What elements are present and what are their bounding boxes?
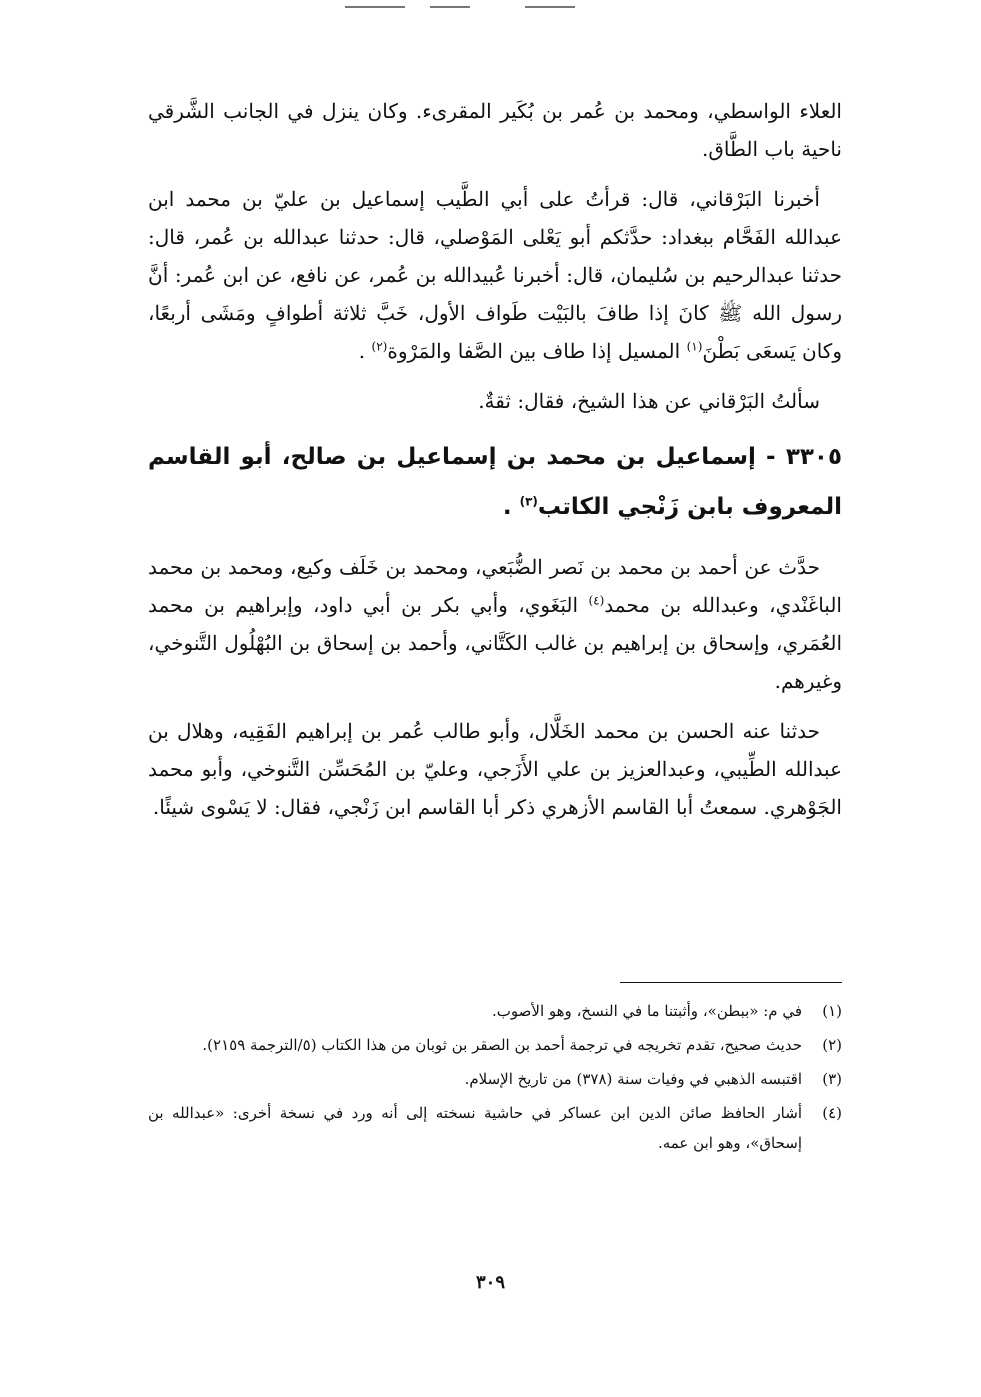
top-edge-mark <box>345 6 405 8</box>
paragraph-text: المسيل إذا طاف بين الصَّفا والمَرْوة <box>387 339 687 363</box>
footnote-item <box>148 1064 842 1094</box>
footnote-number: (٣) <box>822 1070 842 1088</box>
footnote-number: (٤) <box>822 1104 842 1122</box>
footnote-item <box>148 1098 842 1158</box>
footnote-text: اقتبسه الذهبي في وفيات سنة (٣٧٨) من تاريخ الإسلام. <box>464 1070 802 1088</box>
paragraph-4 <box>148 548 842 700</box>
footnote-item <box>148 1030 842 1060</box>
paragraph-text: حدَّث عن أحمد بن محمد بن نَصر الضُّبَعي، ومحمد بن خَلَف وكيع، ومحمد بن محمد الباغَنْدي، وعبدالله بن محمد <box>148 555 842 617</box>
paragraph-text: البَغَوي، وأبي بكر بن أبي داود، وإبراهيم بن محمد العُمَري، وإسحاق بن إبراهيم بن غالب الكَتَّاني، وأحمد بن إسحاق بن البُهْلُول التَّنوخي، وغيرهم. <box>148 593 842 693</box>
page-number: ٣٠٩ <box>475 1272 505 1293</box>
paragraph-text: حدثنا عنه الحسن بن محمد الخَلَّال، وأبو طالب عُمر بن إبراهيم الفَقِيه، وهلال بن عبدالله الطِّيبي، وعبدالعزيز بن علي الأَزَجي، وعليّ بن المُحَسِّن التَّنوخي، وأبو محمد الجَوْهري. سمعتُ أبا القاسم الأزهري ذكر أبا القاسم ابن زَنْجي، فقال: لا يَسْوى شيئًا. <box>148 719 842 819</box>
entry-heading <box>148 432 842 532</box>
footnotes <box>148 996 842 1162</box>
paragraph-text: سألتُ البَرْقاني عن هذا الشيخ، فقال: ثقةٌ. <box>478 389 820 413</box>
main-text <box>148 92 842 838</box>
paragraph-1 <box>148 92 842 168</box>
paragraph-3 <box>148 382 842 420</box>
footnote-ref[interactable]: (٣) <box>519 494 538 509</box>
footnote-ref[interactable]: (٤) <box>588 593 605 608</box>
paragraph-2 <box>148 180 842 370</box>
footnote-text: أشار الحافظ صائن الدين ابن عساكر في حاشية نسخته إلى أنه ورد في نسخة أخرى: «عبدالله بن إسحاق»، وهو ابن عمه. <box>148 1104 802 1152</box>
footnote-ref[interactable]: (٢) <box>371 339 388 354</box>
paragraph-5 <box>148 712 842 826</box>
entry-number: ٣٣٠٥ <box>785 444 842 470</box>
paragraph-text: أخبرنا البَرْقاني، قال: قرأتُ على أبي الطَّيب إسماعيل بن عليّ بن محمد ابن عبدالله الفَحَّام ببغداد: حدَّثكم أبو يَعْلى المَوْصلي، قال: حدثنا عبدالله بن عُمر، قال: حدثنا عبدالرحيم بن سُليمان، قال: أخبرنا عُبيدالله بن عُمر، عن نافع، عن ابن عُمر: أنَّ رسول الله ﷺ كانَ إذا طافَ بالبَيْت طَواف الأول، خَبَّ ثلاثة أطوافٍ ومَشَى أربعًا، وكان يَسعَى بَطْنَ <box>148 187 842 363</box>
entry-title-tail: . <box>502 494 520 520</box>
entry-title: - إسماعيل بن محمد بن إسماعيل بن صالح، أبو القاسم المعروف بابن زَنْجي الكاتب <box>148 444 842 520</box>
footnote-text: حديث صحيح، تقدم تخريجه في ترجمة أحمد بن الصقر بن ثوبان من هذا الكتاب (٥/الترجمة ٢١٥٩). <box>202 1036 802 1054</box>
footnote-number: (١) <box>822 1002 842 1020</box>
footnote-text: في م: «ببطن»، وأثبتنا ما في النسخ، وهو الأصوب. <box>492 1002 802 1020</box>
paragraph-text: العلاء الواسطي، ومحمد بن عُمر بن بُكَير المقرىء. وكان ينزل في الجانب الشَّرقي ناحية باب الطَّاق. <box>148 99 842 161</box>
paragraph-text: . <box>358 339 372 363</box>
top-edge-mark <box>430 6 470 8</box>
footnote-divider <box>620 982 842 983</box>
footnote-item <box>148 996 842 1026</box>
footnote-ref[interactable]: (١) <box>686 339 703 354</box>
footnote-number: (٢) <box>822 1036 842 1054</box>
top-edge-mark <box>525 6 575 8</box>
